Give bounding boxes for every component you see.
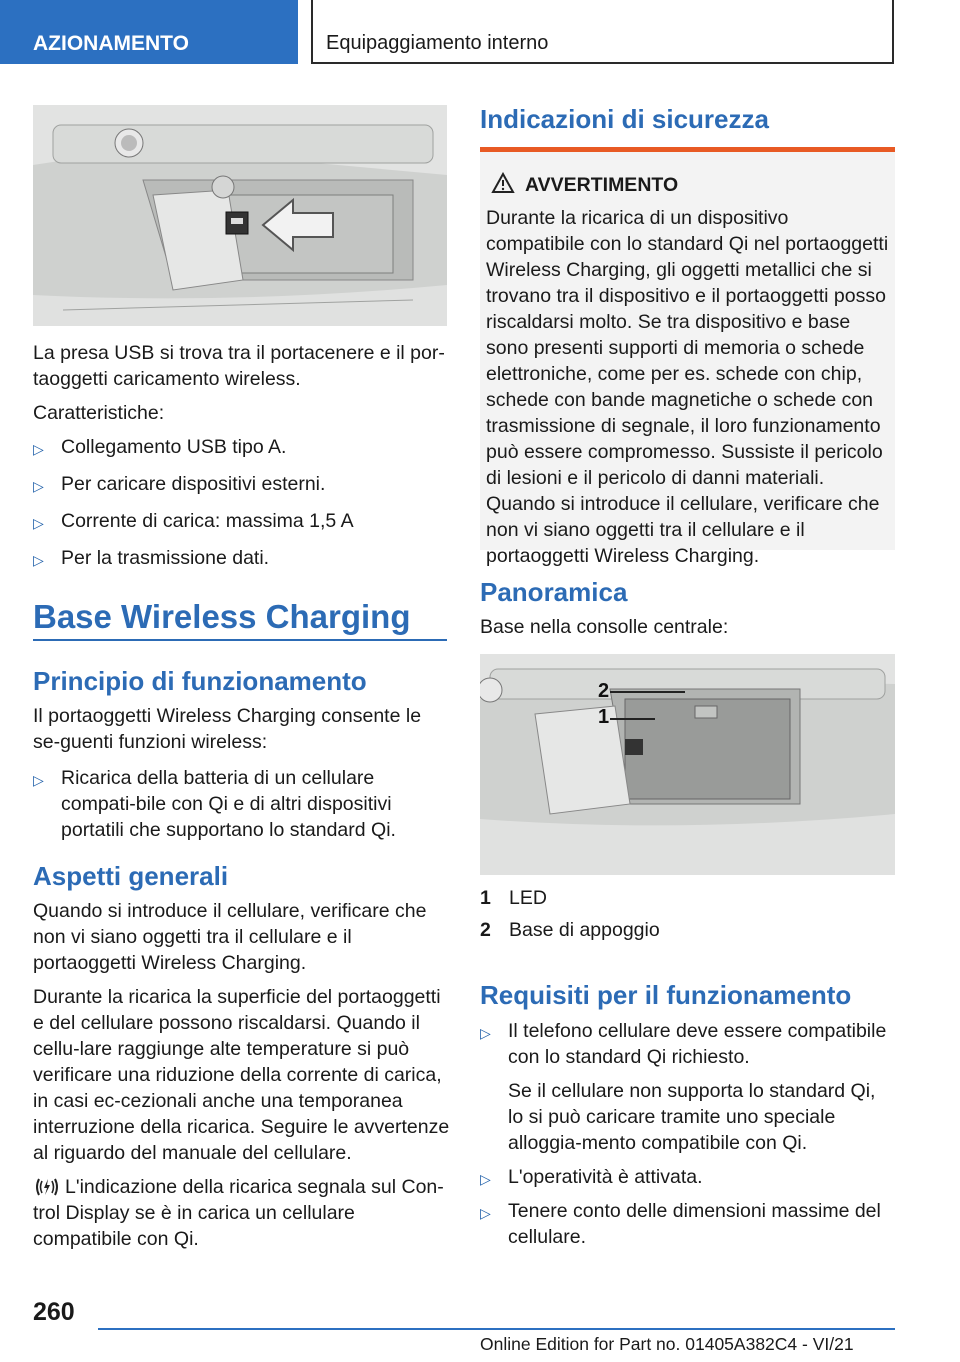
triangle-right-icon: ▷ (480, 1025, 491, 1041)
list-item: ▷ Collegamento USB tipo A. (33, 434, 447, 460)
list-item: ▷ L'operatività è attivata. (480, 1164, 892, 1190)
general-heading: Aspetti generali (33, 861, 229, 891)
warning-triangle-icon (491, 172, 515, 199)
requirement-note: Se il cellulare non supporta lo standard Qi, lo si può caricare tramite uno speciale alloggia-mento compatibile con Qi. (508, 1080, 876, 1154)
general-paragraph-1: Quando si introduce il cellulare, verificare che non vi siano oggetti tra il cellulare e il portaoggetti Wireless Charging. (33, 900, 427, 974)
triangle-right-icon: ▷ (480, 1171, 491, 1187)
legend-number: 2 (480, 919, 491, 941)
callout-label: 2 (598, 680, 610, 702)
principle-text: Il portaoggetti Wireless Charging consente le se-guenti funzioni wireless: (33, 705, 422, 753)
list-item: ▷ Corrente di carica: massima 1,5 A (33, 508, 447, 534)
warning-text: Durante la ricarica di un dispositivo compatibile con lo standard Qi nel portaoggetti Wireless Charging, gli oggetti metallici che si trovano tra il dispositivo e il portaoggetti posso riscaldarsi molto. Se tra dispositivo e base sono presenti supporti di memoria o schede elettroniche, come per es. schede con chip, schede con bande magnetiche o schede con trasmissione di segnale, il loro funzionamento può essere compromesso. Sussiste il pericolo di lesioni e il pericolo di danni materiali. Quando si introduce il cellulare, verificare che non vi siano oggetti tra il cellulare e il portaoggetti Wireless Charging. (486, 207, 889, 567)
warning-bar (480, 147, 895, 152)
triangle-right-icon: ▷ (33, 515, 44, 531)
list-item: ▷ Per la trasmissione dati. (33, 545, 447, 571)
chapter-tab: AZIONAMENTO (0, 0, 298, 64)
principle-heading: Principio di funzionamento (33, 666, 367, 696)
legend-label: LED (509, 887, 547, 909)
charging-tray-photo (480, 654, 895, 875)
legend-number: 1 (480, 887, 491, 909)
warning-title: AVVERTIMENTO (525, 174, 679, 196)
list-item: ▷ Ricarica della batteria di un cellulare compati-bile con Qi e di altri dispositivi portatili che supportano lo standard Qi. (33, 767, 396, 841)
page-number: 260 (33, 1298, 75, 1326)
footer-rule (98, 1328, 895, 1330)
list-item: ▷ Tenere conto delle dimensioni massime del cellulare. (480, 1200, 881, 1248)
general-paragraph-3: L'indicazione della ricarica segnala sul Con-trol Display se è in carica un cellulare compatibile con Qi. (33, 1176, 444, 1250)
safety-heading: Indicazioni di sicurezza (480, 104, 769, 134)
legend-label: Base di appoggio (509, 919, 660, 941)
usb-socket-photo (33, 105, 447, 326)
section-title: Equipaggiamento interno (326, 32, 549, 54)
triangle-right-icon: ▷ (33, 441, 44, 457)
list-item: ▷ Per caricare dispositivi esterni. (33, 471, 447, 497)
features-label: Caratteristiche: (33, 402, 165, 424)
main-heading: Base Wireless Charging (33, 598, 411, 635)
edition-text: Online Edition for Part no. 01405A382C4 - VI/21 (480, 1334, 854, 1354)
overview-text: Base nella consolle centrale: (480, 616, 729, 638)
general-paragraph-2: Durante la ricarica la superficie del portaoggetti e del cellulare possono riscaldarsi. Quando il cellu-lare raggiunge alte temperature si può verificare una riduzione della corrente di carica, in casi ec-cezionali anche una temporanea interruzione della ricarica. Seguire le avvertenze al riguardo del manuale del cellulare. (33, 986, 450, 1164)
wireless-charging-icon (33, 1176, 61, 1205)
list-item: ▷ Il telefono cellulare deve essere compatibile con lo standard Qi richiesto. (480, 1020, 887, 1068)
triangle-right-icon: ▷ (33, 552, 44, 568)
callout-label: 1 (598, 706, 610, 728)
requirements-heading: Requisiti per il funzionamento (480, 980, 852, 1010)
usb-intro-text: La presa USB si trova tra il portacenere e il por-taoggetti caricamento wireless. (33, 342, 445, 390)
heading-rule (33, 639, 447, 641)
triangle-right-icon: ▷ (33, 478, 44, 494)
overview-heading: Panoramica (480, 577, 628, 607)
triangle-right-icon: ▷ (480, 1205, 491, 1221)
triangle-right-icon: ▷ (33, 772, 44, 788)
